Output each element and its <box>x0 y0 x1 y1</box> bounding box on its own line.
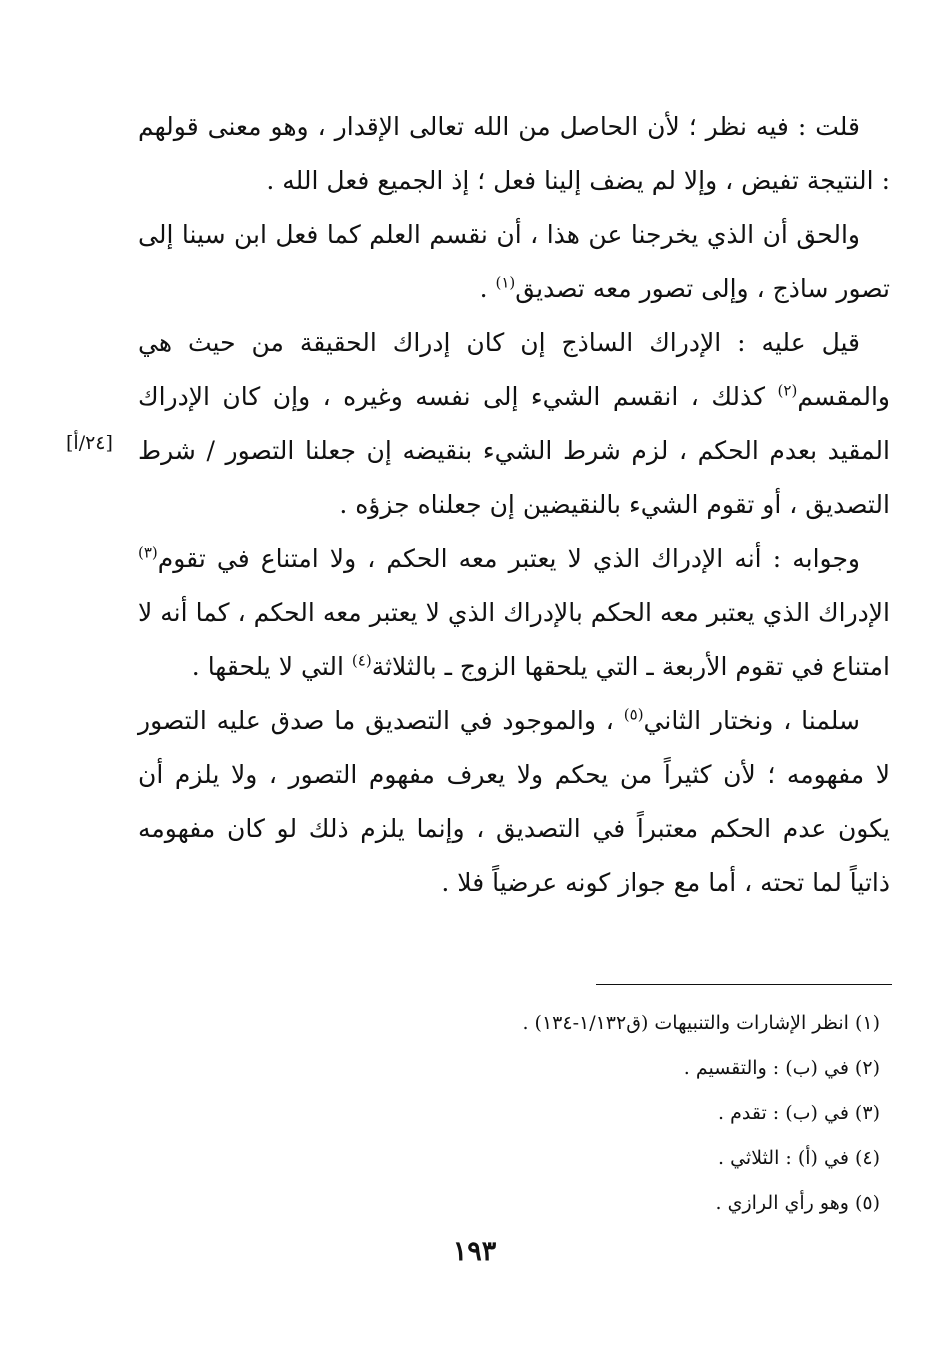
footnote-4: (٤) في (أ) : الثلاثي . <box>718 1147 880 1169</box>
page-number: ١٩٣ <box>452 1236 497 1267</box>
footnote-ref-4[interactable]: (٤) <box>351 651 372 670</box>
footnotes-section <box>360 1001 880 1226</box>
paragraph-4-tail2: التي لا يلحقها . <box>191 652 352 681</box>
paragraph-4-tail: الإدراك الذي يعتبر معه الحكم بالإدراك الذي لا يعتبر معه الحكم ، كما أنه لا امتناع في تقوم الأربعة ـ التي يلحقها الزوج ـ بالثلاثة <box>138 598 890 681</box>
main-text <box>138 100 890 910</box>
paragraph-5-text: سلمنا ، ونختار الثاني <box>643 706 861 735</box>
footnote-5: (٥) وهو رأي الرازي . <box>715 1192 880 1214</box>
paragraph-3 <box>138 316 890 532</box>
footnote-2: (٢) في (ب) : والتقسيم . <box>683 1057 880 1079</box>
footnote-ref-2[interactable]: (٢) <box>777 381 798 400</box>
paragraph-5 <box>138 694 890 910</box>
footnote-1: (١) انظر الإشارات والتنبيهات (ق١/١٣٢-١٣٤) . <box>522 1012 880 1034</box>
paragraph-2 <box>138 208 890 316</box>
footnote-ref-1[interactable]: (١) <box>495 273 516 292</box>
footnote-3: (٣) في (ب) : تقدم . <box>718 1102 880 1124</box>
paragraph-4-text: وجوابه : أنه الإدراك الذي لا يعتبر معه الحكم ، ولا امتناع في تقوم <box>157 544 860 573</box>
paragraph-1 <box>138 100 890 208</box>
footnote-ref-5[interactable]: (٥) <box>623 705 644 724</box>
manuscript-folio-marker: [٢٤/أ] <box>66 432 113 454</box>
paragraph-2-text: والحق أن الذي يخرجنا عن هذا ، أن نقسم العلم كما فعل ابن سينا إلى تصور ساذج ، وإلى تصور معه تصديق <box>138 220 890 303</box>
paragraph-3-tail: كذلك ، انقسم الشيء إلى نفسه وغيره ، وإن كان الإدراك المقيد بعدم الحكم ، لزم شرط الشيء بنقيضه إن جعلنا التصور / شرط التصديق ، أو تقوم الشيء بالنقيضين إن جعلناه جزؤه . <box>138 382 890 519</box>
paragraph-5-tail: ، والموجود في التصديق ما صدق عليه التصور لا مفهومه ؛ لأن كثيراً من يحكم ولا يعرف مفهوم التصور ، ولا يلزم أن يكون عدم الحكم معتبراً في التصديق ، وإنما يلزم ذلك لو كان مفهومه ذاتياً لما تحته ، أما مع جواز كونه عرضياً فلا . <box>138 706 890 897</box>
paragraph-4 <box>138 532 890 694</box>
paragraph-3-text: قيل عليه : الإدراك الساذج إن كان إدراك الحقيقة من حيث هي والمقسم <box>138 328 890 411</box>
footnote-divider <box>596 984 892 985</box>
paragraph-2-tail: . <box>479 274 496 303</box>
paragraph-1-text: قلت : فيه نظر ؛ لأن الحاصل من الله تعالى الإقدار ، وهو معنى قولهم : النتيجة تفيض ، وإلا لم يضف إلينا فعل ؛ إذ الجميع فعل الله . <box>138 112 890 195</box>
footnote-ref-3[interactable]: (٣) <box>138 543 158 562</box>
